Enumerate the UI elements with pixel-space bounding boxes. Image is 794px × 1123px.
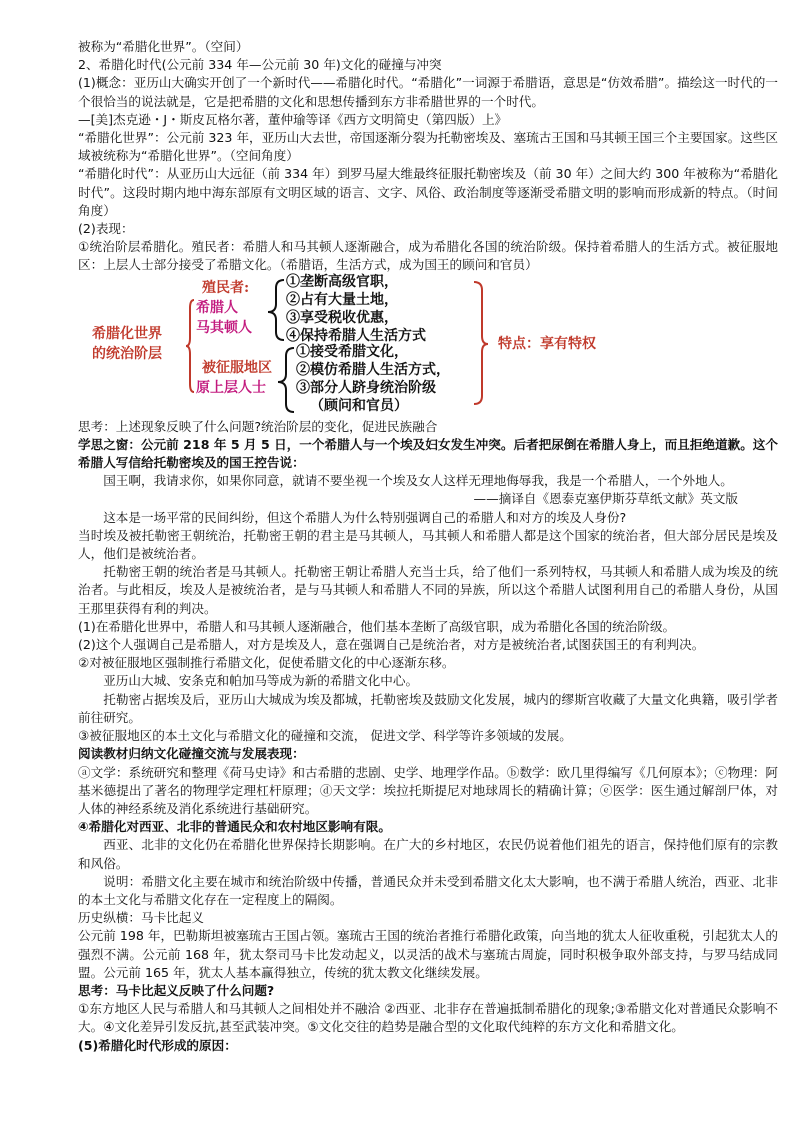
paragraph: ⓐ文学：系统研究和整理《荷马史诗》和古希腊的悲剧、史学、地理学作品。ⓑ数学：欧几里得编写《几何原本》；ⓒ物理：阿基米德提出了著名的物理学定理杠杆原理；ⓓ天文学：埃拉托斯提尼对地球周长的精确计算；ⓔ医学：医生通过解剖尸体，对人体的神经系统及消化系统进行基础研究。 xyxy=(78,764,778,816)
section-heading: 阅读教材归纳文化碰撞交流与发展表现： xyxy=(78,746,305,762)
paragraph: ③被征服地区的本土文化与希腊文化的碰撞和交流， 促进文学、科学等许多领域的发展。 xyxy=(78,728,572,744)
text-line: 历史纵横：马卡比起义 xyxy=(78,910,204,926)
text-line: 被称为“希腊化世界”。（空间） xyxy=(78,39,249,54)
paragraph: ②对被征服地区强制推行希腊文化，促使希腊文化的中心逐渐东移。 xyxy=(78,655,455,671)
conquered-item: ②模仿希腊人生活方式， xyxy=(296,361,450,378)
colonist-item: ④保持希腊人生活方式 xyxy=(286,327,426,344)
paragraph: 当时埃及被托勒密王朝统治，托勒密王朝的君主是马其顿人，马其顿人和希腊人都是这个国家的统治者，但大部分居民是埃及人，他们是被统治者。 xyxy=(78,527,778,562)
conquered-item: ①接受希腊文化， xyxy=(296,343,408,360)
citation: —[美]杰克逊・J・斯皮瓦格尔著，董仲瑜等译《西方文明简史（第四版）上》 xyxy=(78,111,508,127)
conquered-elite: 原上层人士 xyxy=(196,379,266,396)
paragraph: (1)概念：亚历山大确实开创了一个新时代——希腊化时代。“希腊化”一词源于希腊语，意思是“仿效希腊”。描绘这一时代的一个很恰当的说法就是，它是把希腊的文化和思想传播到东方非希腊世界的一个时代。 xyxy=(78,75,778,109)
paragraph: 亚历山大城、安条克和帕加马等成为新的希腊文化中心。 xyxy=(103,673,419,689)
paragraph: (2)这个人强调自己是希腊人，对方是埃及人，意在强调自己是统治者，对方是被统治者,试图获国王的有利判决。 xyxy=(78,637,705,653)
paragraph: ①统治阶层希腊化。殖民者：希腊人和马其顿人逐渐融合，成为希腊化各国的统治阶级。保持着希腊人的生活方式。被征服地区：上层人士部分接受了希腊文化。（希腊语，生活方式，成为国王的顾问和官员） xyxy=(78,239,778,273)
paragraph: 这本是一场平常的民间纠纷，但这个希腊人为什么特别强调自己的希腊人和对方的埃及人身份? xyxy=(103,509,627,525)
text-line: (2)表现： xyxy=(78,221,134,237)
section-heading: 思考：马卡比起义反映了什么问题? xyxy=(78,982,275,998)
paragraph: 托勒密占据埃及后，亚历山大城成为埃及都城，托勒密埃及鼓励文化发展，城内的缪斯宫收藏了大量文化典籍，吸引学者前往研究。 xyxy=(78,691,778,725)
diagram-root-label: 希腊化世界 xyxy=(92,325,162,342)
colonist-label: 殖民者: xyxy=(202,279,250,296)
citation: ——摘译自《恩泰克塞伊斯芬草纸文献》英文版 xyxy=(473,491,738,507)
ruling-class-diagram xyxy=(78,273,778,418)
conquered-item: （顾问和官员） xyxy=(310,397,408,414)
section-heading: 2、希腊化时代(公元前 334 年—公元前 30 年)文化的碰撞与冲突 xyxy=(78,57,442,73)
colonist-item: ②占有大量土地， xyxy=(286,291,398,308)
paragraph: “希腊化时代”：从亚历山大远征（前 334 年）到罗马屋大维最终征服托勒密埃及（前 30 年）之间大约 300 年被称为“希腊化时代”。这段时期内地中海东部原有文明区域的语言、文字、风俗、政治制度等逐渐受希腊文明的影响而形成新的特点。（时间角度） xyxy=(78,166,778,218)
paragraph: 托勒密王朝的统治者是马其顿人。托勒密王朝让希腊人充当士兵，给了他们一系列特权，马其顿人和希腊人成为埃及的统治者。与此相反，埃及人是被统治者，是与马其顿人和希腊人不同的异族，所以这个希腊人试图利用自己的希腊人身份，从国王那里获得有利的判决。 xyxy=(78,564,778,616)
paragraph: ①东方地区人民与希腊人和马其顿人之间相处并不融洽 ②西亚、北非存在普遍抵制希腊化的现象;③希腊文化对普通民众影响不大。④文化差异引发反抗,甚至武装冲突。⑤文化交往的趋势是融合型的文化取代纯粹的东方文化和希腊文化。 xyxy=(78,1001,778,1035)
document-page xyxy=(78,38,778,1055)
quote: 国王啊，我请求你，如果你同意，就请不要坐视一个埃及女人这样无理地侮辱我，我是一个希腊人，一个外地人。 xyxy=(103,473,733,489)
conquered-item: ③部分人跻身统治阶级 xyxy=(296,379,436,396)
colonist-item: ③享受税收优惠， xyxy=(286,309,398,326)
colonist-greek: 希腊人 xyxy=(196,299,238,316)
colonist-item: ①垄断高级官职， xyxy=(286,273,398,290)
section-heading: ④希腊化对西亚、北非的普通民众和农村地区影响有限。 xyxy=(78,819,391,835)
paragraph: 西亚、北非的文化仍在希腊化世界保持长期影响。在广大的乡村地区，农民仍说着他们祖先的语言，保持他们原有的宗教和风俗。 xyxy=(78,837,778,871)
paragraph: (1)在希腊化世界中，希腊人和马其顿人逐渐融合，他们基本垄断了高级官职，成为希腊化各国的统治阶级。 xyxy=(78,618,676,634)
feature-label: 特点：享有特权 xyxy=(498,335,596,352)
paragraph: 公元前 198 年，巴勒斯坦被塞琉古王国占领。塞琉古王国的统治者推行希腊化政策，向当地的犹太人征收重税，引起犹太人的强烈不满。公元前 168 年，犹太祭司马卡比发动起义，以灵活的战术与塞琉古周旋，同时积极争取外部支持，与罗马结成同盟。公元前 165 年，犹太人基本赢得独立，传统的犹太教文化继续发展。 xyxy=(78,928,778,980)
section-heading: (5)希腊化时代形成的原因： xyxy=(78,1037,237,1053)
conquered-label: 被征服地区 xyxy=(202,359,272,376)
colonist-macedonian: 马其顿人 xyxy=(196,319,252,336)
paragraph: “希腊化世界”：公元前 323 年，亚历山大去世，帝国逐渐分裂为托勒密埃及、塞琉古王国和马其顿王国三个主要国家。这些区域被统称为“希腊化世界”。（空间角度） xyxy=(78,130,778,164)
paragraph: 学思之窗：公元前 218 年 5 月 5 日，一个希腊人与一个埃及妇女发生冲突。后者把尿倒在希腊人身上，而且拒绝道歉。这个希腊人写信给托勒密埃及的国王控告说： xyxy=(78,436,778,471)
paragraph: 思考：上述现象反映了什么问题?统治阶层的变化，促进民族融合 xyxy=(78,418,438,434)
diagram-root-label-2: 的统治阶层 xyxy=(92,345,162,362)
paragraph: 说明：希腊文化主要在城市和统治阶级中传播，普通民众并未受到希腊文化太大影响，也不满于希腊人统治，西亚、北非的本土文化与希腊文化存在一定程度上的隔阂。 xyxy=(78,873,778,907)
